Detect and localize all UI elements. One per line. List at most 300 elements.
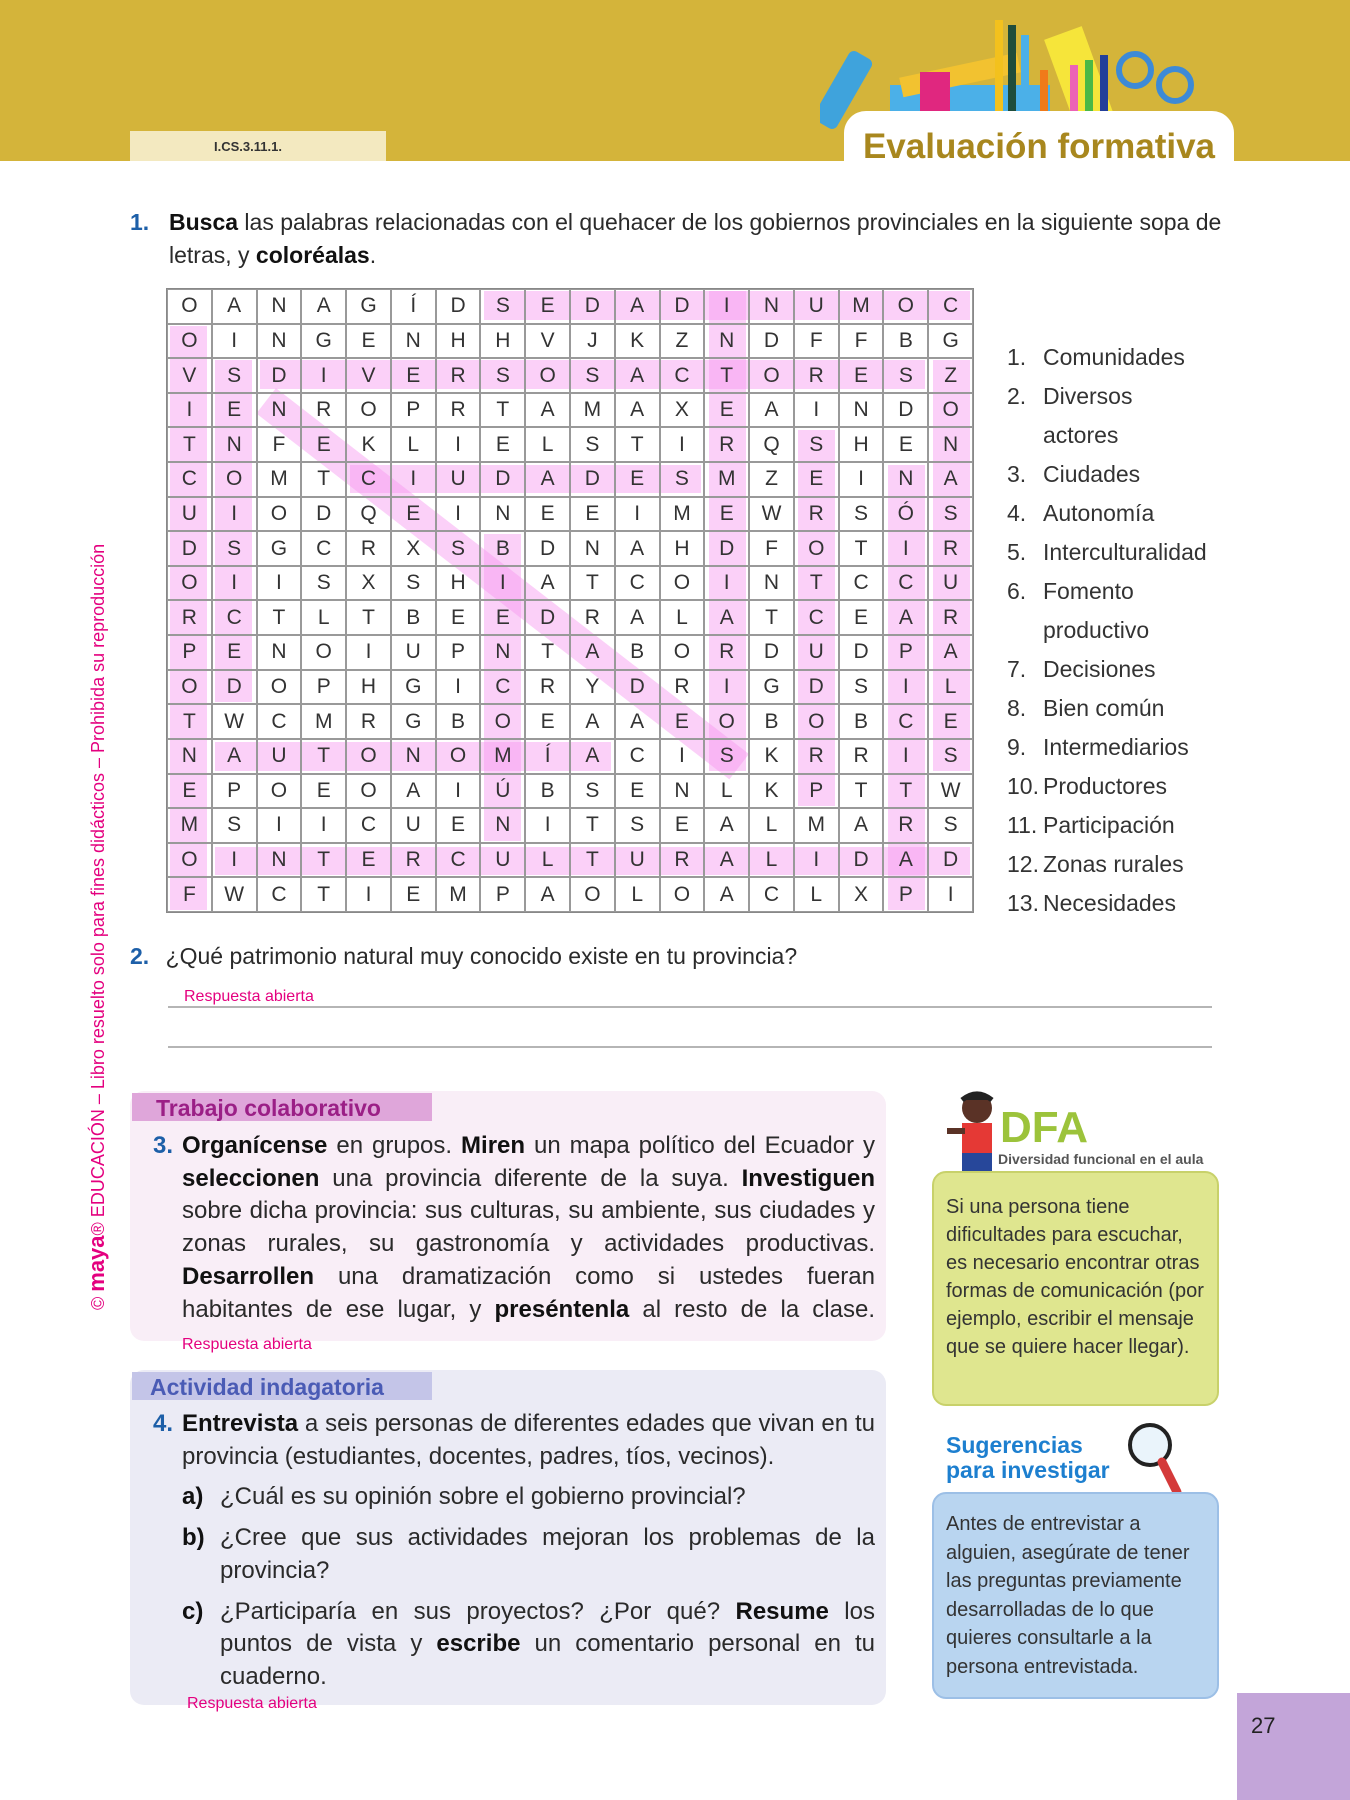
grid-cell[interactable]: S <box>615 808 660 843</box>
grid-cell[interactable]: C <box>615 566 660 601</box>
grid-cell[interactable]: T <box>883 774 928 809</box>
grid-cell[interactable]: A <box>615 393 660 428</box>
grid-cell[interactable]: R <box>928 600 973 635</box>
grid-cell[interactable]: X <box>660 393 705 428</box>
grid-cell[interactable]: R <box>525 670 570 705</box>
grid-cell[interactable]: Í <box>391 289 436 324</box>
grid-cell[interactable]: O <box>794 531 839 566</box>
grid-cell[interactable]: T <box>301 843 346 878</box>
grid-cell[interactable]: I <box>883 531 928 566</box>
grid-cell[interactable]: I <box>480 566 525 601</box>
grid-cell[interactable]: I <box>928 877 973 912</box>
grid-cell[interactable]: D <box>749 324 794 359</box>
grid-cell[interactable]: D <box>660 289 705 324</box>
grid-cell[interactable]: F <box>167 877 212 912</box>
grid-cell[interactable]: L <box>749 843 794 878</box>
grid-cell[interactable]: D <box>928 843 973 878</box>
grid-cell[interactable]: A <box>615 289 660 324</box>
grid-cell[interactable]: O <box>167 289 212 324</box>
grid-cell[interactable]: A <box>704 600 749 635</box>
grid-cell[interactable]: T <box>615 427 660 462</box>
grid-cell[interactable]: I <box>883 739 928 774</box>
grid-cell[interactable]: R <box>346 704 391 739</box>
grid-cell[interactable]: O <box>749 358 794 393</box>
grid-cell[interactable]: A <box>615 600 660 635</box>
grid-cell[interactable]: E <box>346 843 391 878</box>
grid-cell[interactable]: H <box>436 566 481 601</box>
grid-cell[interactable]: D <box>883 393 928 428</box>
grid-cell[interactable]: U <box>615 843 660 878</box>
grid-cell[interactable]: E <box>660 808 705 843</box>
grid-cell[interactable]: P <box>391 393 436 428</box>
grid-cell[interactable]: I <box>704 289 749 324</box>
grid-cell[interactable]: V <box>346 358 391 393</box>
grid-cell[interactable]: M <box>257 462 302 497</box>
grid-cell[interactable]: S <box>212 808 257 843</box>
grid-cell[interactable]: X <box>391 531 436 566</box>
grid-cell[interactable]: U <box>480 843 525 878</box>
grid-cell[interactable]: E <box>525 497 570 532</box>
grid-cell[interactable]: P <box>212 774 257 809</box>
grid-cell[interactable]: C <box>660 358 705 393</box>
grid-cell[interactable]: R <box>794 497 839 532</box>
grid-cell[interactable]: E <box>883 427 928 462</box>
grid-cell[interactable]: S <box>928 739 973 774</box>
grid-cell[interactable]: K <box>749 774 794 809</box>
grid-cell[interactable]: A <box>301 289 346 324</box>
grid-cell[interactable]: Í <box>525 739 570 774</box>
grid-cell[interactable]: N <box>212 427 257 462</box>
grid-cell[interactable]: S <box>570 774 615 809</box>
grid-cell[interactable]: A <box>212 289 257 324</box>
grid-cell[interactable]: P <box>794 774 839 809</box>
grid-cell[interactable]: R <box>794 739 839 774</box>
grid-cell[interactable]: M <box>301 704 346 739</box>
grid-cell[interactable]: S <box>928 497 973 532</box>
grid-cell[interactable]: D <box>794 670 839 705</box>
grid-cell[interactable]: S <box>570 358 615 393</box>
grid-cell[interactable]: D <box>525 531 570 566</box>
grid-cell[interactable]: N <box>257 289 302 324</box>
grid-cell[interactable]: E <box>436 600 481 635</box>
grid-cell[interactable]: L <box>301 600 346 635</box>
grid-cell[interactable]: O <box>167 324 212 359</box>
grid-cell[interactable]: U <box>167 497 212 532</box>
grid-cell[interactable]: N <box>749 566 794 601</box>
grid-cell[interactable]: Y <box>570 670 615 705</box>
grid-cell[interactable]: T <box>167 704 212 739</box>
grid-cell[interactable]: I <box>346 877 391 912</box>
grid-cell[interactable]: S <box>212 531 257 566</box>
grid-cell[interactable]: K <box>615 324 660 359</box>
grid-cell[interactable]: G <box>749 670 794 705</box>
grid-cell[interactable]: A <box>883 600 928 635</box>
grid-cell[interactable]: W <box>212 704 257 739</box>
grid-cell[interactable]: I <box>839 462 884 497</box>
grid-cell[interactable]: O <box>883 289 928 324</box>
grid-cell[interactable]: I <box>436 427 481 462</box>
grid-cell[interactable]: D <box>212 670 257 705</box>
grid-cell[interactable]: B <box>525 774 570 809</box>
grid-cell[interactable]: N <box>480 635 525 670</box>
grid-cell[interactable]: R <box>794 358 839 393</box>
grid-cell[interactable]: R <box>436 358 481 393</box>
grid-cell[interactable]: T <box>839 531 884 566</box>
grid-cell[interactable]: E <box>615 774 660 809</box>
grid-cell[interactable]: D <box>704 531 749 566</box>
grid-cell[interactable]: O <box>928 393 973 428</box>
grid-cell[interactable]: E <box>480 427 525 462</box>
grid-cell[interactable]: C <box>346 808 391 843</box>
grid-cell[interactable]: N <box>480 497 525 532</box>
grid-cell[interactable]: R <box>346 531 391 566</box>
grid-cell[interactable]: S <box>436 531 481 566</box>
grid-cell[interactable]: M <box>480 739 525 774</box>
grid-cell[interactable]: O <box>257 670 302 705</box>
grid-cell[interactable]: O <box>480 704 525 739</box>
grid-cell[interactable]: T <box>704 358 749 393</box>
grid-cell[interactable]: P <box>301 670 346 705</box>
grid-cell[interactable]: N <box>749 289 794 324</box>
grid-cell[interactable]: K <box>346 427 391 462</box>
grid-cell[interactable]: N <box>257 324 302 359</box>
grid-cell[interactable]: N <box>839 393 884 428</box>
grid-cell[interactable]: Q <box>749 427 794 462</box>
grid-cell[interactable]: L <box>660 600 705 635</box>
grid-cell[interactable]: I <box>257 566 302 601</box>
grid-cell[interactable]: D <box>525 600 570 635</box>
grid-cell[interactable]: M <box>660 497 705 532</box>
grid-cell[interactable]: Ó <box>883 497 928 532</box>
grid-cell[interactable]: A <box>839 808 884 843</box>
grid-cell[interactable]: O <box>704 704 749 739</box>
grid-cell[interactable]: L <box>525 843 570 878</box>
grid-cell[interactable]: U <box>794 635 839 670</box>
grid-cell[interactable]: O <box>660 877 705 912</box>
grid-cell[interactable]: R <box>839 739 884 774</box>
grid-cell[interactable]: T <box>167 427 212 462</box>
grid-cell[interactable]: M <box>704 462 749 497</box>
grid-cell[interactable]: C <box>839 566 884 601</box>
grid-cell[interactable]: T <box>301 877 346 912</box>
grid-cell[interactable]: R <box>660 843 705 878</box>
grid-cell[interactable]: M <box>839 289 884 324</box>
grid-cell[interactable]: A <box>704 877 749 912</box>
grid-cell[interactable]: E <box>167 774 212 809</box>
grid-cell[interactable]: A <box>212 739 257 774</box>
answer-line[interactable] <box>168 1046 1212 1048</box>
grid-cell[interactable]: T <box>525 635 570 670</box>
grid-cell[interactable]: O <box>167 670 212 705</box>
grid-cell[interactable]: E <box>212 393 257 428</box>
grid-cell[interactable]: S <box>301 566 346 601</box>
grid-cell[interactable]: O <box>525 358 570 393</box>
grid-cell[interactable]: S <box>794 427 839 462</box>
grid-cell[interactable]: N <box>928 427 973 462</box>
grid-cell[interactable]: M <box>794 808 839 843</box>
grid-cell[interactable]: P <box>436 635 481 670</box>
grid-cell[interactable]: A <box>525 393 570 428</box>
grid-cell[interactable]: F <box>839 324 884 359</box>
grid-cell[interactable]: C <box>883 566 928 601</box>
grid-cell[interactable]: D <box>167 531 212 566</box>
grid-cell[interactable]: M <box>570 393 615 428</box>
grid-cell[interactable]: E <box>704 393 749 428</box>
grid-cell[interactable]: D <box>301 497 346 532</box>
grid-cell[interactable]: D <box>615 670 660 705</box>
grid-cell[interactable]: C <box>167 462 212 497</box>
grid-cell[interactable]: A <box>570 739 615 774</box>
grid-cell[interactable]: C <box>794 600 839 635</box>
grid-cell[interactable]: E <box>391 877 436 912</box>
grid-cell[interactable]: E <box>391 497 436 532</box>
grid-cell[interactable]: N <box>660 774 705 809</box>
grid-cell[interactable]: B <box>615 635 660 670</box>
grid-cell[interactable]: R <box>883 808 928 843</box>
grid-cell[interactable]: C <box>436 843 481 878</box>
grid-cell[interactable]: U <box>257 739 302 774</box>
grid-cell[interactable]: H <box>346 670 391 705</box>
grid-cell[interactable]: R <box>391 843 436 878</box>
grid-cell[interactable]: O <box>660 566 705 601</box>
grid-cell[interactable]: I <box>167 393 212 428</box>
grid-cell[interactable]: U <box>391 635 436 670</box>
grid-cell[interactable]: G <box>301 324 346 359</box>
grid-cell[interactable]: Z <box>660 324 705 359</box>
grid-cell[interactable]: O <box>257 497 302 532</box>
grid-cell[interactable]: I <box>257 808 302 843</box>
grid-cell[interactable]: N <box>391 739 436 774</box>
grid-cell[interactable]: E <box>704 497 749 532</box>
grid-cell[interactable]: D <box>570 462 615 497</box>
grid-cell[interactable]: S <box>839 497 884 532</box>
grid-cell[interactable]: I <box>615 497 660 532</box>
grid-cell[interactable]: B <box>749 704 794 739</box>
grid-cell[interactable]: E <box>660 704 705 739</box>
grid-cell[interactable]: N <box>257 843 302 878</box>
grid-cell[interactable]: U <box>928 566 973 601</box>
grid-cell[interactable]: I <box>436 497 481 532</box>
grid-cell[interactable]: A <box>525 462 570 497</box>
grid-cell[interactable]: C <box>615 739 660 774</box>
grid-cell[interactable]: U <box>436 462 481 497</box>
grid-cell[interactable]: A <box>749 393 794 428</box>
grid-cell[interactable]: I <box>794 393 839 428</box>
grid-cell[interactable]: E <box>436 808 481 843</box>
grid-cell[interactable]: E <box>346 324 391 359</box>
grid-cell[interactable]: D <box>839 843 884 878</box>
grid-cell[interactable]: R <box>660 670 705 705</box>
grid-cell[interactable]: A <box>704 808 749 843</box>
grid-cell[interactable]: S <box>839 670 884 705</box>
grid-cell[interactable]: O <box>346 774 391 809</box>
grid-cell[interactable]: S <box>928 808 973 843</box>
grid-cell[interactable]: T <box>794 566 839 601</box>
grid-cell[interactable]: E <box>301 427 346 462</box>
grid-cell[interactable]: I <box>660 427 705 462</box>
grid-cell[interactable]: T <box>570 566 615 601</box>
grid-cell[interactable]: B <box>391 600 436 635</box>
grid-cell[interactable]: A <box>525 566 570 601</box>
grid-cell[interactable]: I <box>212 843 257 878</box>
grid-cell[interactable]: O <box>660 635 705 670</box>
grid-cell[interactable]: F <box>749 531 794 566</box>
grid-cell[interactable]: I <box>704 566 749 601</box>
grid-cell[interactable]: H <box>436 324 481 359</box>
grid-cell[interactable]: S <box>391 566 436 601</box>
grid-cell[interactable]: I <box>346 635 391 670</box>
grid-cell[interactable]: C <box>212 600 257 635</box>
grid-cell[interactable]: A <box>525 877 570 912</box>
grid-cell[interactable]: O <box>257 774 302 809</box>
grid-cell[interactable]: W <box>928 774 973 809</box>
grid-cell[interactable]: M <box>167 808 212 843</box>
grid-cell[interactable]: R <box>704 427 749 462</box>
grid-cell[interactable]: S <box>480 289 525 324</box>
grid-cell[interactable]: T <box>346 600 391 635</box>
grid-cell[interactable]: W <box>212 877 257 912</box>
grid-cell[interactable]: L <box>928 670 973 705</box>
grid-cell[interactable]: R <box>436 393 481 428</box>
grid-cell[interactable]: U <box>391 808 436 843</box>
grid-cell[interactable]: S <box>212 358 257 393</box>
grid-cell[interactable]: I <box>301 358 346 393</box>
grid-cell[interactable]: G <box>257 531 302 566</box>
grid-cell[interactable]: E <box>301 774 346 809</box>
grid-cell[interactable]: T <box>570 808 615 843</box>
grid-cell[interactable]: T <box>839 774 884 809</box>
grid-cell[interactable]: G <box>391 704 436 739</box>
grid-cell[interactable]: O <box>167 843 212 878</box>
grid-cell[interactable]: P <box>883 877 928 912</box>
grid-cell[interactable]: R <box>570 600 615 635</box>
grid-cell[interactable]: E <box>615 462 660 497</box>
grid-cell[interactable]: M <box>436 877 481 912</box>
grid-cell[interactable]: A <box>928 462 973 497</box>
grid-cell[interactable]: I <box>704 670 749 705</box>
grid-cell[interactable]: G <box>928 324 973 359</box>
grid-cell[interactable]: R <box>704 635 749 670</box>
grid-cell[interactable]: P <box>883 635 928 670</box>
grid-cell[interactable]: D <box>480 462 525 497</box>
grid-cell[interactable]: B <box>883 324 928 359</box>
grid-cell[interactable]: P <box>480 877 525 912</box>
grid-cell[interactable]: T <box>257 600 302 635</box>
grid-cell[interactable]: B <box>480 531 525 566</box>
grid-cell[interactable]: D <box>257 358 302 393</box>
grid-cell[interactable]: N <box>704 324 749 359</box>
grid-cell[interactable]: A <box>615 531 660 566</box>
grid-cell[interactable]: Ú <box>480 774 525 809</box>
grid-cell[interactable]: O <box>167 566 212 601</box>
answer-line[interactable] <box>168 1006 1212 1008</box>
grid-cell[interactable]: S <box>704 739 749 774</box>
grid-cell[interactable]: S <box>883 358 928 393</box>
grid-cell[interactable]: G <box>346 289 391 324</box>
grid-cell[interactable]: E <box>570 497 615 532</box>
grid-cell[interactable]: A <box>615 704 660 739</box>
grid-cell[interactable]: O <box>436 739 481 774</box>
grid-cell[interactable]: O <box>212 462 257 497</box>
grid-cell[interactable]: X <box>346 566 391 601</box>
grid-cell[interactable]: I <box>660 739 705 774</box>
grid-cell[interactable]: I <box>794 843 839 878</box>
grid-cell[interactable]: A <box>570 704 615 739</box>
grid-cell[interactable]: B <box>839 704 884 739</box>
grid-cell[interactable]: C <box>749 877 794 912</box>
grid-cell[interactable]: I <box>212 324 257 359</box>
grid-cell[interactable]: T <box>301 739 346 774</box>
grid-cell[interactable]: E <box>391 358 436 393</box>
grid-cell[interactable]: C <box>257 877 302 912</box>
grid-cell[interactable]: N <box>167 739 212 774</box>
grid-cell[interactable]: I <box>436 670 481 705</box>
grid-cell[interactable]: N <box>257 635 302 670</box>
grid-cell[interactable]: H <box>660 531 705 566</box>
word-search-grid[interactable] <box>166 288 974 913</box>
grid-cell[interactable]: S <box>660 462 705 497</box>
grid-cell[interactable]: L <box>749 808 794 843</box>
grid-cell[interactable]: H <box>480 324 525 359</box>
grid-cell[interactable]: G <box>391 670 436 705</box>
grid-cell[interactable]: E <box>839 600 884 635</box>
grid-cell[interactable]: E <box>480 600 525 635</box>
grid-cell[interactable]: A <box>704 843 749 878</box>
grid-cell[interactable]: E <box>928 704 973 739</box>
grid-cell[interactable]: R <box>167 600 212 635</box>
grid-cell[interactable]: D <box>570 289 615 324</box>
grid-cell[interactable]: C <box>346 462 391 497</box>
grid-cell[interactable]: A <box>391 774 436 809</box>
grid-cell[interactable]: P <box>167 635 212 670</box>
grid-cell[interactable]: S <box>570 427 615 462</box>
grid-cell[interactable]: Z <box>749 462 794 497</box>
grid-cell[interactable]: C <box>883 704 928 739</box>
grid-cell[interactable]: E <box>212 635 257 670</box>
grid-cell[interactable]: A <box>928 635 973 670</box>
grid-cell[interactable]: J <box>570 324 615 359</box>
grid-cell[interactable]: C <box>257 704 302 739</box>
grid-cell[interactable]: C <box>928 289 973 324</box>
grid-cell[interactable]: E <box>525 704 570 739</box>
grid-cell[interactable]: E <box>525 289 570 324</box>
grid-cell[interactable]: L <box>704 774 749 809</box>
grid-cell[interactable]: U <box>794 289 839 324</box>
grid-cell[interactable]: F <box>257 427 302 462</box>
grid-cell[interactable]: I <box>436 774 481 809</box>
grid-cell[interactable]: I <box>883 670 928 705</box>
grid-cell[interactable]: T <box>480 393 525 428</box>
grid-cell[interactable]: H <box>839 427 884 462</box>
grid-cell[interactable]: N <box>257 393 302 428</box>
grid-cell[interactable]: T <box>749 600 794 635</box>
grid-cell[interactable]: A <box>883 843 928 878</box>
grid-cell[interactable]: K <box>749 739 794 774</box>
grid-cell[interactable]: R <box>928 531 973 566</box>
grid-cell[interactable]: T <box>301 462 346 497</box>
grid-cell[interactable]: Z <box>928 358 973 393</box>
grid-cell[interactable]: L <box>615 877 660 912</box>
grid-cell[interactable]: D <box>839 635 884 670</box>
grid-cell[interactable]: L <box>391 427 436 462</box>
grid-cell[interactable]: I <box>212 566 257 601</box>
grid-cell[interactable]: O <box>301 635 346 670</box>
grid-cell[interactable]: O <box>794 704 839 739</box>
grid-cell[interactable]: N <box>570 531 615 566</box>
grid-cell[interactable]: I <box>525 808 570 843</box>
grid-cell[interactable]: L <box>794 877 839 912</box>
grid-cell[interactable]: E <box>794 462 839 497</box>
